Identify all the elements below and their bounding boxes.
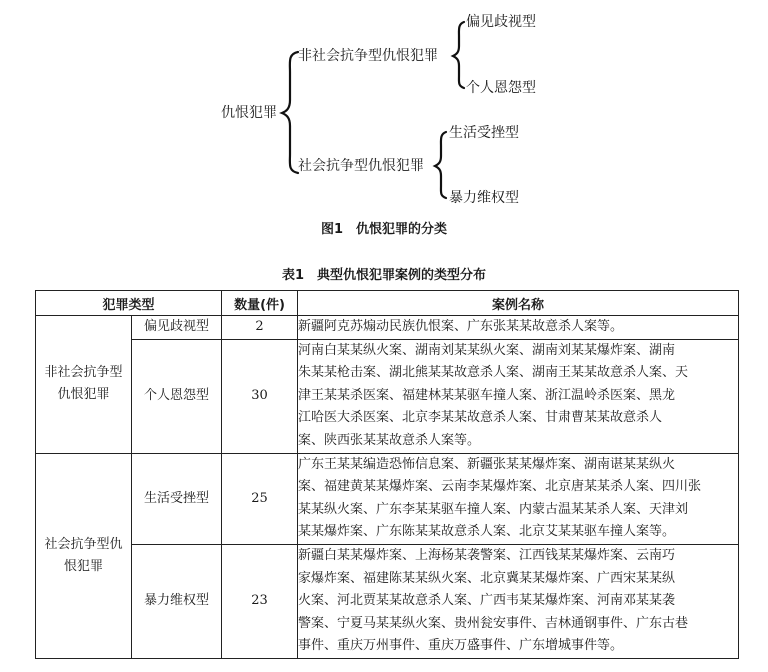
header-count: 数量(件) (222, 291, 298, 316)
root-brace (282, 52, 298, 173)
root-label: 仇恨犯罪 (221, 105, 277, 121)
count-cell: 30 (222, 339, 298, 453)
subtype-cell: 个人恩怨型 (132, 339, 222, 453)
case-line: 朱某某枪击案、湖北熊某某故意杀人案、湖南王某某故意杀人案、天 (298, 365, 689, 381)
count-cell: 2 (222, 316, 298, 340)
leaf-label: 个人恩怨型 (466, 80, 536, 96)
table-row (36, 544, 739, 658)
table-row (36, 316, 739, 340)
branch1-brace (453, 22, 464, 88)
leaf-label: 生活受挫型 (449, 125, 519, 141)
category-cell (36, 316, 132, 454)
case-line: 某某纵火案、广东李某某驱车撞人案、内蒙古温某某杀人案、天津刘 (298, 501, 689, 517)
subtype-cell: 暴力维权型 (132, 544, 222, 658)
cases-cell (298, 544, 739, 658)
subtype-cell: 偏见歧视型 (132, 316, 222, 340)
table-caption: 表1 典型仇恨犯罪案例的类型分布 (281, 268, 487, 283)
case-line: 警案、宁夏马某某纵火案、贵州瓮安事件、吉林通钢事件、广东古巷 (298, 615, 689, 631)
case-table (35, 290, 739, 659)
leaf-label: 偏见歧视型 (466, 14, 536, 30)
table-header-row (36, 291, 739, 316)
cases-cell (298, 339, 739, 453)
case-line: 新疆阿克苏煽动民族仇恨案、广东张某某故意杀人案等。 (298, 319, 624, 334)
tree-braces (0, 0, 768, 215)
header-type: 犯罪类型 (36, 291, 222, 316)
case-line: 火案、河北贾某某故意杀人案、广西韦某某爆炸案、河南邓某某袭 (298, 593, 676, 609)
cases-cell (298, 453, 739, 544)
figure-caption: 图1 仇恨犯罪的分类 (320, 222, 448, 237)
category-label: 非社会抗争型仇恨犯罪 (44, 365, 123, 403)
subtype-cell: 生活受挫型 (132, 453, 222, 544)
category-label: 社会抗争型仇恨犯罪 (44, 536, 123, 574)
branch1-label: 非社会抗争型仇恨犯罪 (298, 48, 438, 64)
count-cell: 25 (222, 453, 298, 544)
leaf-label: 暴力维权型 (449, 190, 519, 206)
case-line: 家爆炸案、福建陈某某纵火案、北京冀某某爆炸案、广西宋某某纵 (298, 570, 676, 586)
branch2-brace (435, 132, 446, 198)
cases-cell (298, 316, 739, 340)
header-cases: 案例名称 (298, 291, 739, 316)
case-line: 江哈医大杀医案、北京李某某故意杀人案、甘肃曹某某故意杀人 (298, 410, 663, 426)
case-line: 广东王某某编造恐怖信息案、新疆张某某爆炸案、湖南谌某某纵火 (298, 456, 676, 472)
case-line: 河南白某某纵火案、湖南刘某某纵火案、湖南刘某某爆炸案、湖南 (298, 342, 676, 358)
count-cell: 23 (222, 544, 298, 658)
category-cell (36, 453, 132, 658)
case-line: 某某爆炸案、广东陈某某故意杀人案、北京艾某某驱车撞人案等。 (298, 524, 676, 540)
table-row (36, 339, 739, 453)
branch2-label: 社会抗争型仇恨犯罪 (298, 158, 424, 174)
case-line: 津王某某杀医案、福建林某某驱车撞人案、浙江温岭杀医案、黑龙 (298, 387, 676, 403)
case-line: 案、陕西张某某故意杀人案等。 (298, 432, 481, 448)
table-row (36, 453, 739, 544)
classification-diagram (0, 0, 768, 215)
case-line: 事件、重庆万州事件、重庆万盛事件、广东增城事件等。 (298, 638, 624, 654)
case-line: 案、福建黄某某爆炸案、云南李某爆炸案、北京唐某某杀人案、四川张 (298, 479, 702, 495)
case-line: 新疆白某某爆炸案、上海杨某袭警案、江西钱某某爆炸案、云南巧 (298, 547, 676, 563)
